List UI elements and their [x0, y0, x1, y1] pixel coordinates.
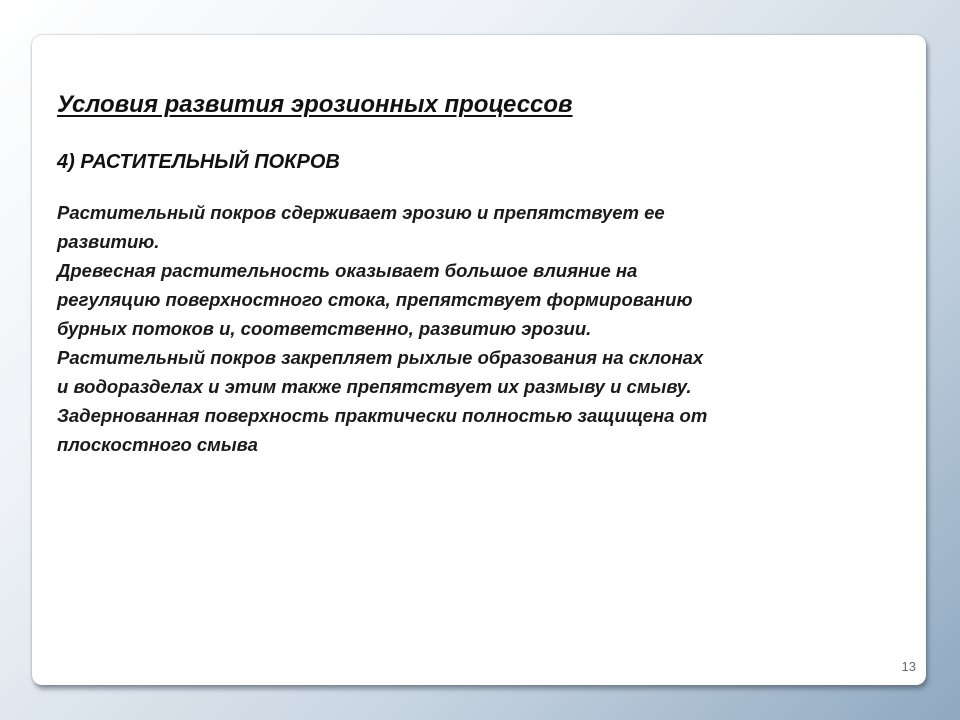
body-line: Древесная растительность оказывает большое влияние на: [57, 260, 638, 281]
body-line: плоскостного смыва: [57, 434, 258, 455]
body-line: регуляцию поверхностного стока, препятствует формированию: [57, 289, 693, 310]
slide-subtitle: 4) РАСТИТЕЛЬНЫЙ ПОКРОВ: [57, 151, 340, 173]
body-line: и водоразделах и этим также препятствует их размыву и смыву.: [57, 376, 692, 397]
body-line: бурных потоков и, соответственно, развитию эрозии.: [57, 318, 592, 339]
body-line: Растительный покров закрепляет рыхлые образования на склонах: [57, 347, 704, 368]
page-number: 13: [901, 659, 916, 674]
slide-title: Условия развития эрозионных процессов: [57, 91, 573, 118]
body-line: развитию.: [57, 231, 160, 252]
body-paragraph: [57, 198, 917, 459]
body-line: Задернованная поверхность практически полностью защищена от: [57, 405, 708, 426]
body-line: Растительный покров сдерживает эрозию и препятствует ее: [57, 202, 665, 223]
